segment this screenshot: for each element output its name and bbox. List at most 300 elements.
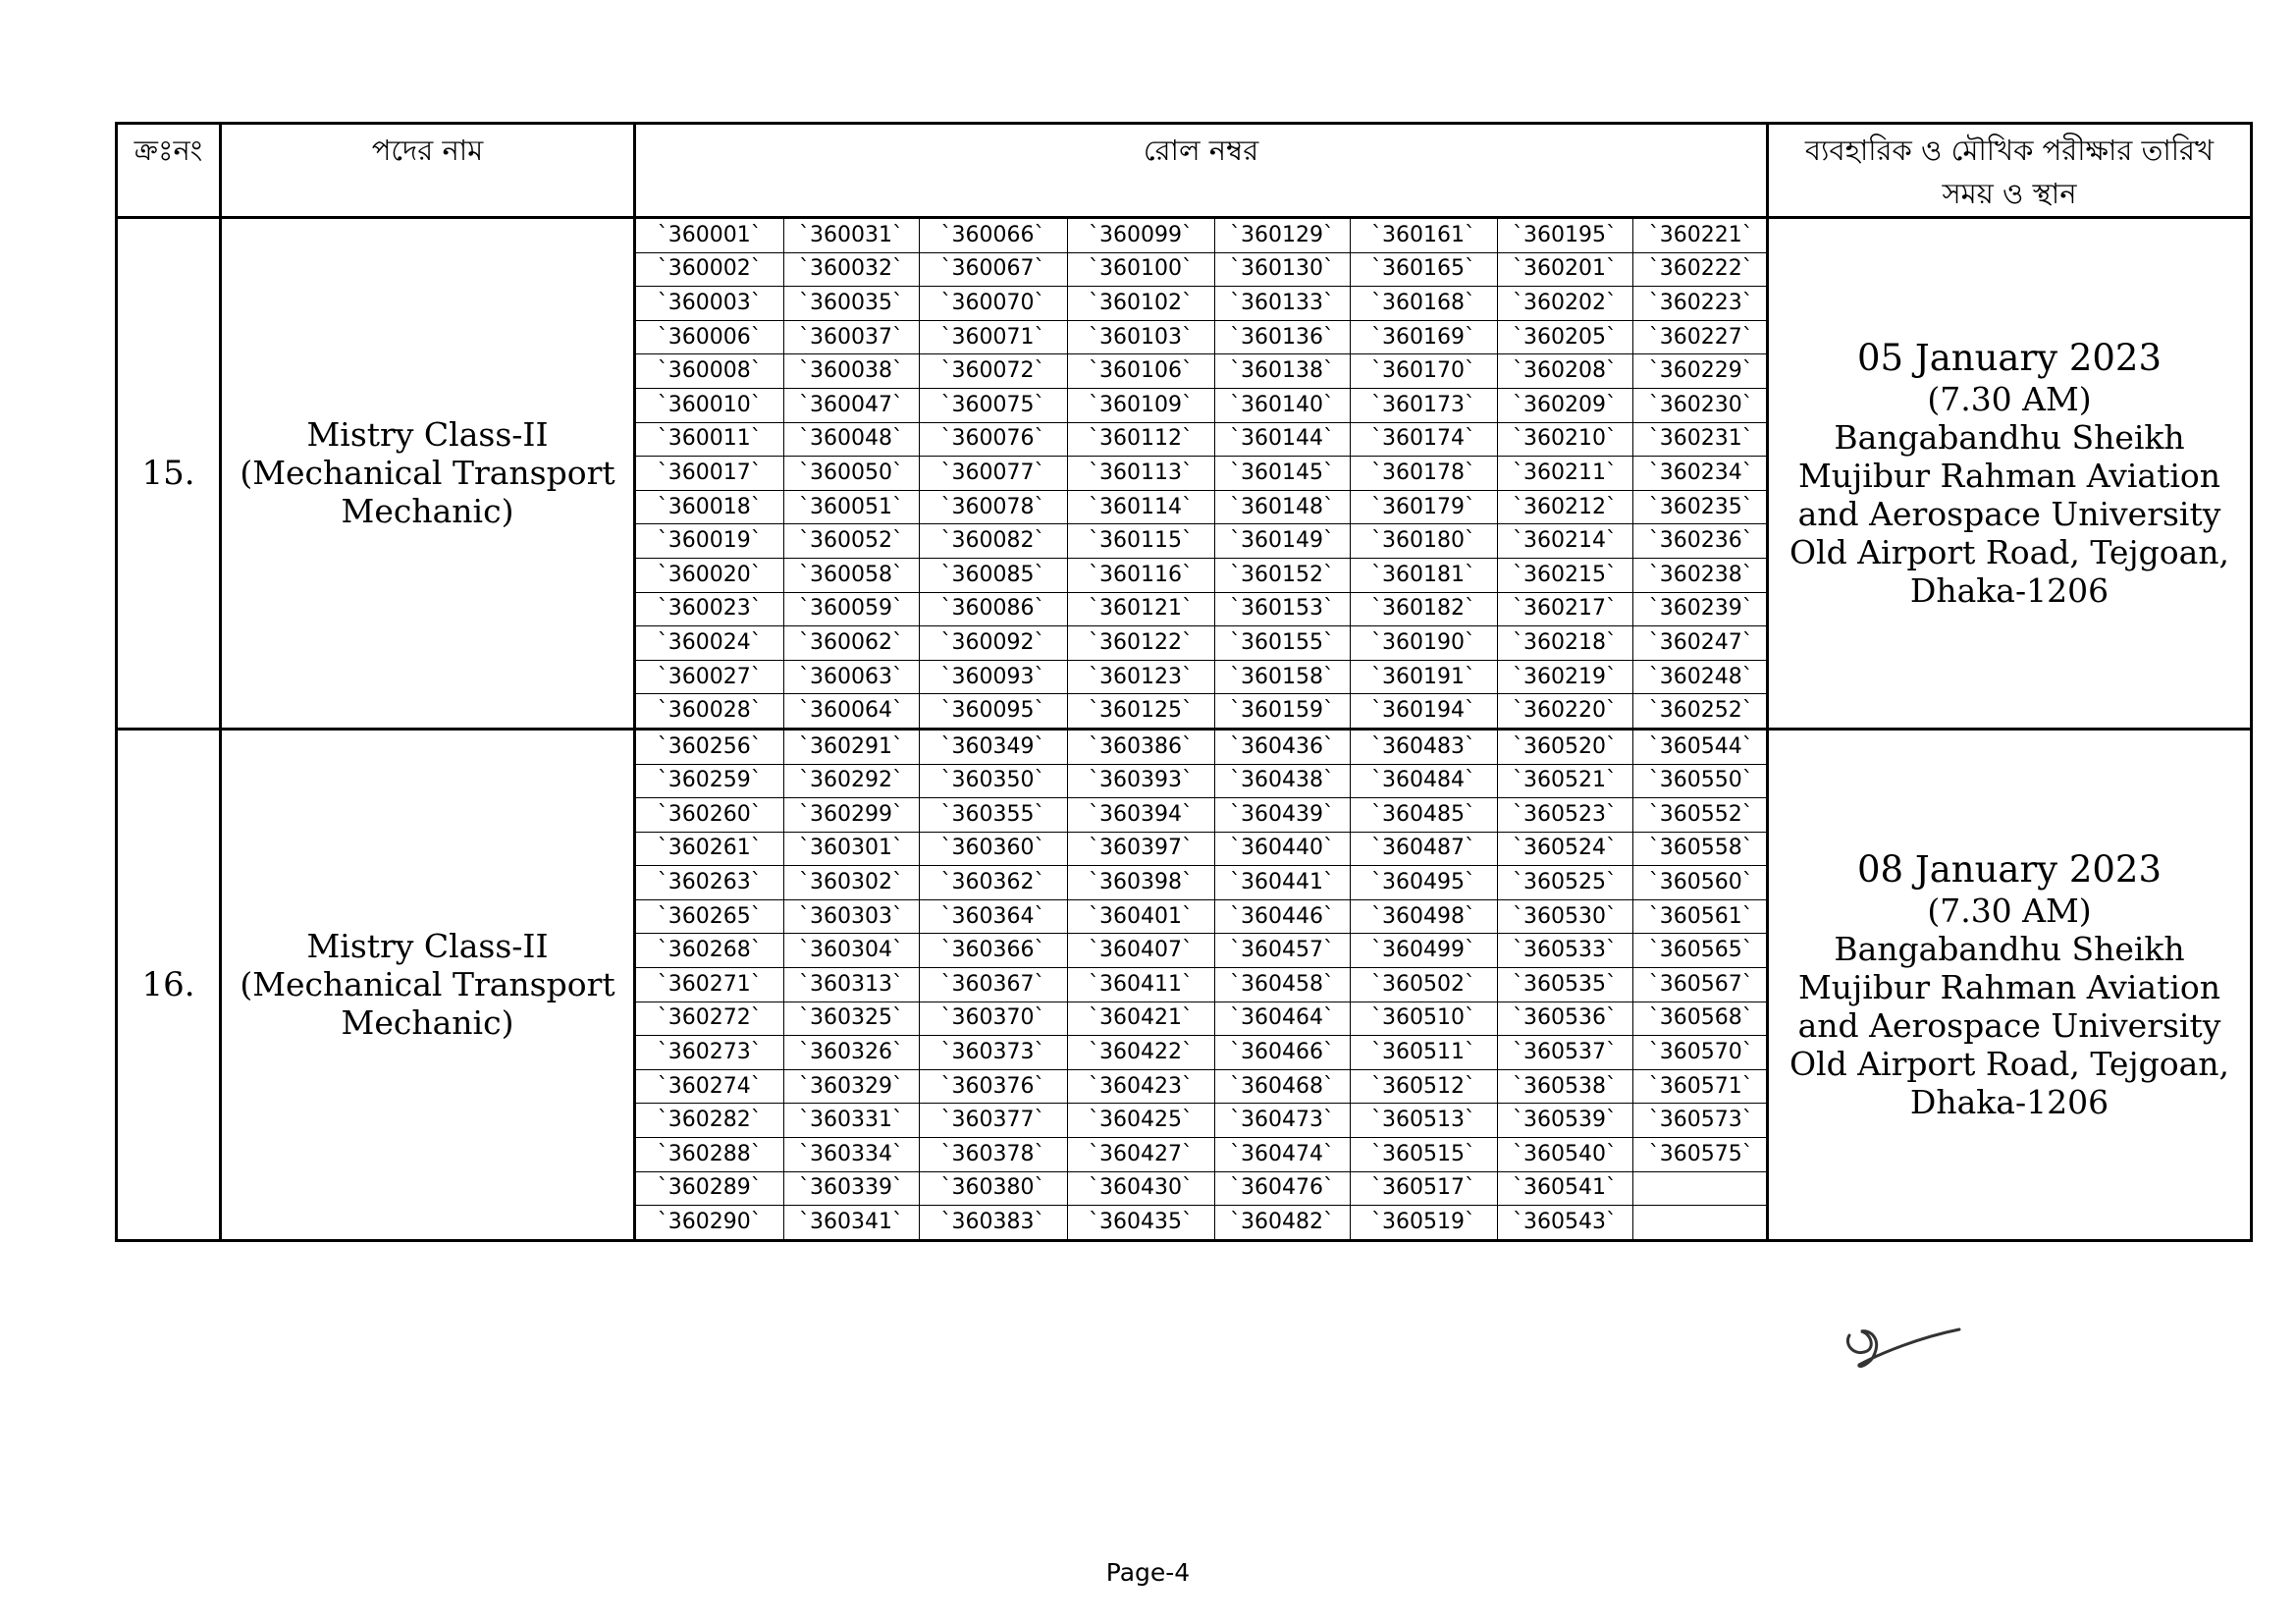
roll-row — [636, 764, 1769, 798]
roll-number-cell: `360028` — [636, 694, 783, 728]
roll-number-cell: `360130` — [1214, 252, 1350, 287]
roll-number-cell: `360446` — [1214, 899, 1350, 934]
roll-number-cell: `360341` — [783, 1206, 919, 1239]
roll-number-cell: `360373` — [919, 1036, 1067, 1070]
roll-number-cell: `360567` — [1632, 968, 1769, 1002]
roll-number-cell: `360140` — [1214, 388, 1350, 422]
roll-number-cell: `360502` — [1350, 968, 1497, 1002]
roll-number-cell: `360008` — [636, 354, 783, 389]
roll-number-cell: `360129` — [1214, 219, 1350, 252]
header-schedule-line2: সময় ও স্থান — [1942, 177, 2077, 210]
roll-number-cell: `360291` — [783, 731, 919, 764]
roll-number-cell: `360017` — [636, 457, 783, 491]
roll-row — [636, 457, 1769, 491]
roll-row — [636, 1036, 1769, 1070]
roll-numbers — [635, 729, 1768, 1240]
roll-row — [636, 354, 1769, 389]
roll-number-cell: `360048` — [783, 422, 919, 457]
roll-number-cell: `360031` — [783, 219, 919, 252]
roll-number-cell: `360268` — [636, 934, 783, 968]
venue-line: Dhaka-1206 — [1909, 1082, 2109, 1121]
roll-number-cell: `360217` — [1497, 592, 1632, 626]
post-line: (Mechanical Transport — [240, 965, 615, 1004]
exam-time: (7.30 AM) — [1927, 891, 2092, 930]
roll-row — [636, 219, 1769, 252]
roll-number-cell: `360440` — [1214, 832, 1350, 866]
roll-row — [636, 1001, 1769, 1036]
venue-line: Bangabandhu Sheikh — [1834, 417, 2185, 457]
header-schedule-line1: ব্যবহারিক ও মৌখিক পরীক্ষার তারিখ — [1804, 134, 2215, 167]
roll-number-cell: `360367` — [919, 968, 1067, 1002]
roll-number-cell: `360122` — [1067, 626, 1214, 661]
roll-number-cell: `360153` — [1214, 592, 1350, 626]
roll-number-cell: `360050` — [783, 457, 919, 491]
roll-number-cell: `360552` — [1632, 798, 1769, 833]
roll-number-cell: `360331` — [783, 1104, 919, 1138]
roll-number-cell: `360024` — [636, 626, 783, 661]
roll-number-cell: `360325` — [783, 1001, 919, 1036]
roll-number-cell: `360457` — [1214, 934, 1350, 968]
roll-number-cell: `360201` — [1497, 252, 1632, 287]
roll-number-cell: `360155` — [1214, 626, 1350, 661]
roll-number-cell: `360560` — [1632, 866, 1769, 900]
roll-number-cell: `360377` — [919, 1104, 1067, 1138]
schedule-info — [1768, 729, 2252, 1240]
roll-row — [636, 422, 1769, 457]
venue-line: Mujibur Rahman Aviation — [1797, 456, 2220, 495]
roll-number-cell: `360265` — [636, 899, 783, 934]
roll-number-cell: `360179` — [1350, 490, 1497, 524]
roll-number-cell: `360252` — [1632, 694, 1769, 728]
roll-number-cell: `360214` — [1497, 524, 1632, 559]
roll-number-cell: `360380` — [919, 1171, 1067, 1206]
roll-number-cell: `360238` — [1632, 558, 1769, 592]
roll-number-cell: `360230` — [1632, 388, 1769, 422]
post-line: (Mechanical Transport — [240, 454, 615, 493]
roll-number-cell: `360364` — [919, 899, 1067, 934]
roll-number-cell: `360070` — [919, 287, 1067, 321]
roll-number-cell: `360303` — [783, 899, 919, 934]
roll-number-cell: `360483` — [1350, 731, 1497, 764]
exam-date: 05 January 2023 — [1857, 336, 2162, 379]
page-number: Page-4 — [1105, 1558, 1191, 1587]
roll-number-cell: `360027` — [636, 660, 783, 694]
roll-number-cell: `360086` — [919, 592, 1067, 626]
roll-number-cell: `360386` — [1067, 731, 1214, 764]
roll-number-cell: `360149` — [1214, 524, 1350, 559]
roll-number-cell: `360235` — [1632, 490, 1769, 524]
roll-number-cell: `360511` — [1350, 1036, 1497, 1070]
roll-number-cell: `360349` — [919, 731, 1067, 764]
roll-number-cell: `360202` — [1497, 287, 1632, 321]
roll-number-cell: `360173` — [1350, 388, 1497, 422]
roll-number-cell: `360533` — [1497, 934, 1632, 968]
roll-number-cell: `360263` — [636, 866, 783, 900]
roll-number-cell: `360304` — [783, 934, 919, 968]
roll-number-cell: `360159` — [1214, 694, 1350, 728]
roll-number-cell: `360394` — [1067, 798, 1214, 833]
roll-number-cell: `360544` — [1632, 731, 1769, 764]
schedule-table — [115, 122, 2253, 1242]
roll-number-cell: `360524` — [1497, 832, 1632, 866]
roll-number-cell: `360271` — [636, 968, 783, 1002]
roll-number-cell: `360178` — [1350, 457, 1497, 491]
roll-number-cell: `360018` — [636, 490, 783, 524]
roll-number-cell: `360474` — [1214, 1138, 1350, 1172]
roll-number-cell: `360274` — [636, 1069, 783, 1104]
roll-number-cell: `360360` — [919, 832, 1067, 866]
roll-number-cell: `360181` — [1350, 558, 1497, 592]
roll-number-cell: `360530` — [1497, 899, 1632, 934]
schedule-info — [1768, 218, 2252, 730]
roll-number-cell: `360114` — [1067, 490, 1214, 524]
roll-number-cell: `360077` — [919, 457, 1067, 491]
roll-row — [636, 490, 1769, 524]
roll-number-cell: `360194` — [1350, 694, 1497, 728]
roll-number-cell: `360515` — [1350, 1138, 1497, 1172]
roll-number-cell: `360248` — [1632, 660, 1769, 694]
roll-number-cell: `360113` — [1067, 457, 1214, 491]
roll-number-cell: `360468` — [1214, 1069, 1350, 1104]
roll-number-cell: `360421` — [1067, 1001, 1214, 1036]
roll-number-cell: `360076` — [919, 422, 1067, 457]
roll-number-cell: `360458` — [1214, 968, 1350, 1002]
roll-number-cell: `360438` — [1214, 764, 1350, 798]
roll-number-cell: `360102` — [1067, 287, 1214, 321]
roll-number-cell: `360221` — [1632, 219, 1769, 252]
roll-row — [636, 592, 1769, 626]
roll-number-cell: `360023` — [636, 592, 783, 626]
roll-number-cell: `360561` — [1632, 899, 1769, 934]
roll-number-cell: `360125` — [1067, 694, 1214, 728]
roll-number-cell: `360272` — [636, 1001, 783, 1036]
roll-number-cell: `360513` — [1350, 1104, 1497, 1138]
roll-number-cell: `360376` — [919, 1069, 1067, 1104]
roll-number-cell: `360152` — [1214, 558, 1350, 592]
roll-number-cell: `360067` — [919, 252, 1067, 287]
roll-number-cell: `360037` — [783, 320, 919, 354]
roll-number-cell: `360292` — [783, 764, 919, 798]
roll-number-cell: `360495` — [1350, 866, 1497, 900]
roll-number-cell: `360473` — [1214, 1104, 1350, 1138]
venue-line: and Aerospace University — [1797, 494, 2221, 533]
roll-number-cell: `360393` — [1067, 764, 1214, 798]
roll-number-cell: `360010` — [636, 388, 783, 422]
roll-number-cell: `360038` — [783, 354, 919, 389]
roll-number-cell: `360212` — [1497, 490, 1632, 524]
roll-number-cell: `360231` — [1632, 422, 1769, 457]
roll-row — [636, 866, 1769, 900]
roll-number-cell: `360182` — [1350, 592, 1497, 626]
exam-date: 08 January 2023 — [1857, 847, 2162, 891]
roll-number-cell: `360071` — [919, 320, 1067, 354]
roll-number-cell: `360116` — [1067, 558, 1214, 592]
roll-number-cell: `360259` — [636, 764, 783, 798]
roll-number-cell: `360288` — [636, 1138, 783, 1172]
roll-number-cell: `360222` — [1632, 252, 1769, 287]
roll-number-cell: `360423` — [1067, 1069, 1214, 1104]
roll-number-cell: `360301` — [783, 832, 919, 866]
roll-number-cell: `360339` — [783, 1171, 919, 1206]
roll-number-cell: `360565` — [1632, 934, 1769, 968]
roll-number-cell: `360436` — [1214, 731, 1350, 764]
roll-number-cell: `360397` — [1067, 832, 1214, 866]
roll-number-cell: `360439` — [1214, 798, 1350, 833]
roll-number-cell: `360099` — [1067, 219, 1214, 252]
roll-number-cell: `360082` — [919, 524, 1067, 559]
roll-number-cell: `360425` — [1067, 1104, 1214, 1138]
header-post: পদের নাম — [221, 124, 635, 218]
roll-number-cell: `360121` — [1067, 592, 1214, 626]
roll-number-cell: `360326` — [783, 1036, 919, 1070]
roll-number-cell: `360174` — [1350, 422, 1497, 457]
roll-row — [636, 694, 1769, 728]
roll-number-cell: `360019` — [636, 524, 783, 559]
roll-number-cell: `360540` — [1497, 1138, 1632, 1172]
roll-number-cell — [1632, 1171, 1769, 1206]
section-serial: 15. — [117, 218, 221, 730]
roll-number-cell: `360435` — [1067, 1206, 1214, 1239]
roll-number-cell: `360020` — [636, 558, 783, 592]
roll-row — [636, 968, 1769, 1002]
roll-number-cell: `360430` — [1067, 1171, 1214, 1206]
roll-number-cell: `360273` — [636, 1036, 783, 1070]
roll-number-cell: `360476` — [1214, 1171, 1350, 1206]
roll-number-cell: `360334` — [783, 1138, 919, 1172]
roll-number-cell: `360215` — [1497, 558, 1632, 592]
roll-number-cell: `360329` — [783, 1069, 919, 1104]
roll-number-cell: `360517` — [1350, 1171, 1497, 1206]
roll-number-cell: `360575` — [1632, 1138, 1769, 1172]
roll-number-cell: `360401` — [1067, 899, 1214, 934]
roll-number-cell: `360085` — [919, 558, 1067, 592]
roll-number-cell: `360064` — [783, 694, 919, 728]
roll-number-cell: `360219` — [1497, 660, 1632, 694]
post-name — [221, 218, 635, 730]
roll-number-cell: `360499` — [1350, 934, 1497, 968]
roll-row — [636, 1069, 1769, 1104]
roll-number-cell: `360063` — [783, 660, 919, 694]
post-line: Mistry Class-II — [306, 415, 549, 455]
roll-number-cell: `360525` — [1497, 866, 1632, 900]
roll-number-cell: `360059` — [783, 592, 919, 626]
roll-row — [636, 626, 1769, 661]
roll-number-cell: `360218` — [1497, 626, 1632, 661]
roll-row — [636, 798, 1769, 833]
roll-number-cell: `360205` — [1497, 320, 1632, 354]
roll-number-cell: `360519` — [1350, 1206, 1497, 1239]
roll-number-cell: `360571` — [1632, 1069, 1769, 1104]
roll-number-cell: `360011` — [636, 422, 783, 457]
roll-row — [636, 934, 1769, 968]
section-row — [117, 218, 2252, 730]
roll-number-cell: `360190` — [1350, 626, 1497, 661]
roll-number-cell: `360078` — [919, 490, 1067, 524]
roll-number-cell: `360035` — [783, 287, 919, 321]
venue-line: Bangabandhu Sheikh — [1834, 929, 2185, 968]
roll-number-cell: `360422` — [1067, 1036, 1214, 1070]
roll-number-cell: `360236` — [1632, 524, 1769, 559]
roll-row — [636, 660, 1769, 694]
venue-line: Mujibur Rahman Aviation — [1797, 967, 2220, 1006]
roll-row — [636, 388, 1769, 422]
signature-icon — [1842, 1316, 1969, 1375]
roll-number-cell: `360550` — [1632, 764, 1769, 798]
roll-row — [636, 1104, 1769, 1138]
roll-number-cell: `360032` — [783, 252, 919, 287]
roll-number-cell: `360006` — [636, 320, 783, 354]
roll-number-cell: `360092` — [919, 626, 1067, 661]
roll-row — [636, 558, 1769, 592]
roll-number-cell: `360047` — [783, 388, 919, 422]
roll-grid — [636, 731, 1769, 1239]
roll-number-cell: `360144` — [1214, 422, 1350, 457]
roll-number-cell: `360208` — [1497, 354, 1632, 389]
roll-row — [636, 731, 1769, 764]
roll-number-cell: `360169` — [1350, 320, 1497, 354]
section-row — [117, 729, 2252, 1240]
post-name — [221, 729, 635, 1240]
post-line: Mechanic) — [341, 492, 514, 531]
roll-number-cell: `360112` — [1067, 422, 1214, 457]
roll-number-cell: `360573` — [1632, 1104, 1769, 1138]
roll-row — [636, 1206, 1769, 1239]
roll-number-cell: `360109` — [1067, 388, 1214, 422]
roll-number-cell: `360512` — [1350, 1069, 1497, 1104]
roll-number-cell: `360001` — [636, 219, 783, 252]
roll-number-cell: `360136` — [1214, 320, 1350, 354]
roll-number-cell: `360158` — [1214, 660, 1350, 694]
roll-row — [636, 832, 1769, 866]
roll-number-cell: `360536` — [1497, 1001, 1632, 1036]
roll-number-cell: `360072` — [919, 354, 1067, 389]
roll-number-cell: `360350` — [919, 764, 1067, 798]
roll-number-cell: `360537` — [1497, 1036, 1632, 1070]
roll-number-cell: `360558` — [1632, 832, 1769, 866]
roll-number-cell — [1632, 1206, 1769, 1239]
roll-number-cell: `360210` — [1497, 422, 1632, 457]
roll-number-cell: `360302` — [783, 866, 919, 900]
roll-number-cell: `360229` — [1632, 354, 1769, 389]
exam-schedule-sheet — [115, 122, 2250, 1242]
roll-number-cell: `360165` — [1350, 252, 1497, 287]
venue-line: Old Airport Road, Tejgoan, — [1789, 1044, 2229, 1083]
roll-number-cell: `360411` — [1067, 968, 1214, 1002]
roll-number-cell: `360239` — [1632, 592, 1769, 626]
roll-number-cell: `360427` — [1067, 1138, 1214, 1172]
roll-number-cell: `360282` — [636, 1104, 783, 1138]
roll-number-cell: `360541` — [1497, 1171, 1632, 1206]
roll-number-cell: `360466` — [1214, 1036, 1350, 1070]
roll-number-cell: `360066` — [919, 219, 1067, 252]
section-serial: 16. — [117, 729, 221, 1240]
roll-number-cell: `360484` — [1350, 764, 1497, 798]
roll-number-cell: `360191` — [1350, 660, 1497, 694]
roll-number-cell: `360123` — [1067, 660, 1214, 694]
header-row — [117, 124, 2252, 218]
roll-number-cell: `360407` — [1067, 934, 1214, 968]
roll-row — [636, 287, 1769, 321]
roll-number-cell: `360103` — [1067, 320, 1214, 354]
roll-number-cell: `360227` — [1632, 320, 1769, 354]
roll-number-cell: `360290` — [636, 1206, 783, 1239]
roll-number-cell: `360115` — [1067, 524, 1214, 559]
roll-number-cell: `360383` — [919, 1206, 1067, 1239]
roll-number-cell: `360052` — [783, 524, 919, 559]
roll-number-cell: `360062` — [783, 626, 919, 661]
roll-number-cell: `360209` — [1497, 388, 1632, 422]
roll-number-cell: `360058` — [783, 558, 919, 592]
roll-number-cell: `360313` — [783, 968, 919, 1002]
roll-number-cell: `360362` — [919, 866, 1067, 900]
roll-number-cell: `360003` — [636, 287, 783, 321]
roll-number-cell: `360261` — [636, 832, 783, 866]
roll-number-cell: `360095` — [919, 694, 1067, 728]
venue-line: Dhaka-1206 — [1909, 570, 2109, 610]
roll-number-cell: `360260` — [636, 798, 783, 833]
header-serial: ক্রঃনং — [117, 124, 221, 218]
roll-number-cell: `360220` — [1497, 694, 1632, 728]
roll-number-cell: `360441` — [1214, 866, 1350, 900]
roll-number-cell: `360100` — [1067, 252, 1214, 287]
roll-number-cell: `360168` — [1350, 287, 1497, 321]
post-line: Mechanic) — [341, 1003, 514, 1043]
roll-grid — [636, 219, 1769, 728]
roll-number-cell: `360247` — [1632, 626, 1769, 661]
roll-number-cell: `360211` — [1497, 457, 1632, 491]
roll-number-cell: `360487` — [1350, 832, 1497, 866]
roll-number-cell: `360093` — [919, 660, 1067, 694]
roll-number-cell: `360485` — [1350, 798, 1497, 833]
roll-number-cell: `360195` — [1497, 219, 1632, 252]
roll-number-cell: `360464` — [1214, 1001, 1350, 1036]
roll-number-cell: `360002` — [636, 252, 783, 287]
roll-row — [636, 320, 1769, 354]
roll-number-cell: `360520` — [1497, 731, 1632, 764]
header-roll: রোল নম্বর — [635, 124, 1768, 218]
venue-line: and Aerospace University — [1797, 1005, 2221, 1045]
roll-number-cell: `360378` — [919, 1138, 1067, 1172]
roll-number-cell: `360570` — [1632, 1036, 1769, 1070]
exam-time: (7.30 AM) — [1927, 379, 2092, 418]
roll-number-cell: `360366` — [919, 934, 1067, 968]
roll-row — [636, 1138, 1769, 1172]
roll-numbers — [635, 218, 1768, 730]
roll-number-cell: `360148` — [1214, 490, 1350, 524]
roll-number-cell: `360568` — [1632, 1001, 1769, 1036]
roll-number-cell: `360145` — [1214, 457, 1350, 491]
roll-number-cell: `360299` — [783, 798, 919, 833]
roll-number-cell: `360051` — [783, 490, 919, 524]
roll-row — [636, 1171, 1769, 1206]
post-line: Mistry Class-II — [306, 927, 549, 966]
roll-number-cell: `360289` — [636, 1171, 783, 1206]
roll-number-cell: `360521` — [1497, 764, 1632, 798]
roll-number-cell: `360106` — [1067, 354, 1214, 389]
roll-number-cell: `360355` — [919, 798, 1067, 833]
roll-number-cell: `360234` — [1632, 457, 1769, 491]
roll-number-cell: `360138` — [1214, 354, 1350, 389]
roll-number-cell: `360398` — [1067, 866, 1214, 900]
roll-number-cell: `360370` — [919, 1001, 1067, 1036]
venue-line: Old Airport Road, Tejgoan, — [1789, 532, 2229, 571]
header-schedule — [1768, 124, 2252, 218]
roll-number-cell: `360133` — [1214, 287, 1350, 321]
roll-number-cell: `360539` — [1497, 1104, 1632, 1138]
roll-number-cell: `360498` — [1350, 899, 1497, 934]
roll-number-cell: `360075` — [919, 388, 1067, 422]
roll-number-cell: `360543` — [1497, 1206, 1632, 1239]
